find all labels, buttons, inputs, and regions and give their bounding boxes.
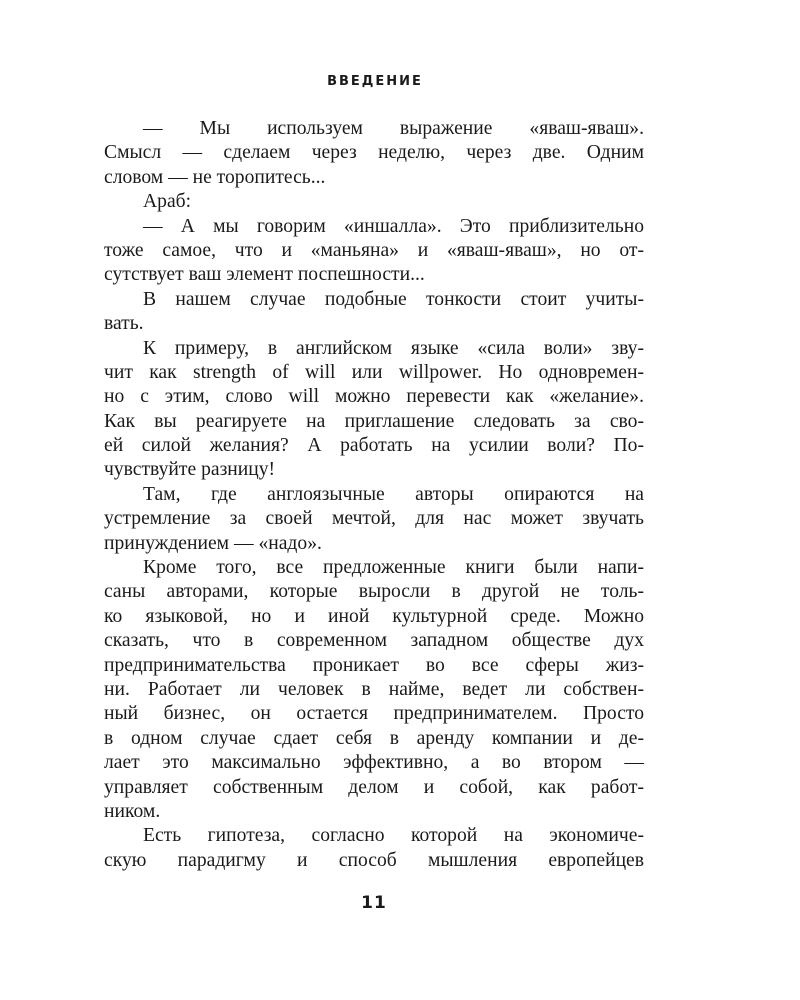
text-line: — А мы говорим «иншалла». Это приблизительно [143, 215, 644, 237]
body-text [104, 117, 644, 873]
text-line: лает это максимально эффективно, а во втором — [104, 752, 644, 774]
running-header: ВВЕДЕНИЕ [327, 74, 423, 89]
text-line: управляет собственным делом и собой, как работ- [104, 776, 644, 798]
text-line: устремление за своей мечтой, для нас может звучать [104, 508, 644, 530]
page-number: 11 [361, 893, 387, 913]
text-line: Кроме того, все предложенные книги были напи- [143, 557, 644, 579]
text-line: — Мы используем выражение «яваш-яваш». [143, 118, 644, 139]
text-line: в одном случае сдает себя в аренду компании и де- [104, 727, 644, 749]
text-line: принуждением — «надо». [104, 532, 322, 554]
text-line: Там, где англоязычные авторы опираются на [143, 483, 644, 505]
text-line: Араб: [143, 191, 192, 213]
text-line: ни. Работает ли человек в найме, ведет ли собствен- [104, 678, 644, 700]
text-line: вать. [104, 313, 144, 335]
text-line: сказать, что в современном западном обществе дух [104, 630, 644, 652]
text-line: К примеру, в английском языке «сила воли» зву- [143, 337, 644, 359]
text-line: тоже самое, что и «маньяна» и «яваш-яваш», но от- [104, 239, 644, 261]
text-line: но с этим, слово will можно перевести как «желание». [104, 386, 644, 408]
text-line: Есть гипотеза, согласно которой на экономиче- [143, 825, 644, 847]
text-line: Смысл — сделаем через неделю, через две. Одним [104, 142, 644, 164]
text-line: ей силой желания? А работать на усилии воли? По- [104, 435, 644, 457]
text-line: ный бизнес, он остается предпринимателем. Просто [104, 703, 644, 725]
text-line: предпринимательства проникает во все сферы жиз- [104, 654, 644, 676]
text-line: сутствует ваш элемент поспешности... [104, 264, 425, 286]
text-line: саны авторами, которые выросли в другой не толь- [104, 581, 644, 603]
text-line: скую парадигму и способ мышления европейцев [104, 849, 644, 871]
text-line: ко языковой, но и иной культурной среде. Можно [104, 605, 644, 627]
text-line: чувствуйте разницу! [104, 459, 276, 481]
text-line: В нашем случае подобные тонкости стоит учиты- [143, 288, 644, 310]
text-line: ником. [104, 800, 161, 822]
text-line: чит как strength of will или willpower. Но одновремен- [104, 361, 644, 383]
text-line: словом — не торопитесь... [104, 166, 326, 188]
text-line: Как вы реагируете на приглашение следовать за сво- [104, 410, 644, 432]
